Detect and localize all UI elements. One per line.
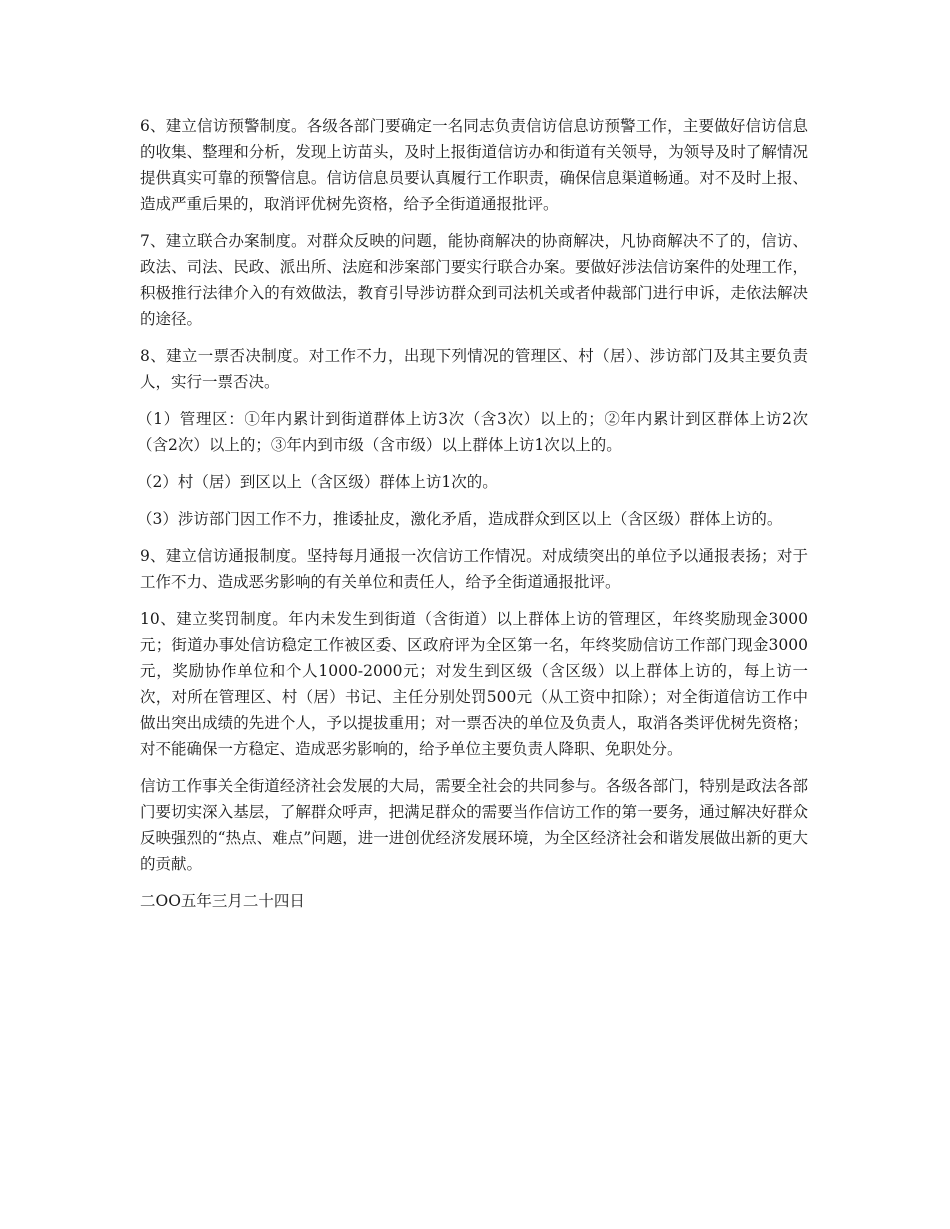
paragraph-rewards-penalties: 10、建立奖罚制度。年内未发生到街道（含街道）以上群体上访的管理区，年终奖励现金3000元；街道办事处信访稳定工作被区委、区政府评为全区第一名，年终奖励信访工作部门现金3000元，奖励协作单位和个人1000-2000元；对发生到区级（含区级）以上群体上访的，每上访一次，对所在管理区、村（居）书记、主任分别处罚500元（从工资中扣除）；对全街道信访工作中做出突出成绩的先进个人，予以提拔重用；对一票否决的单位及负责人，取消各类评优树先资格；对不能确保一方稳定、造成恶劣影响的，给予单位主要负责人降职、免职处分。 xyxy=(140,610,808,758)
paragraph-notification: 9、建立信访通报制度。坚持每月通报一次信访工作情况。对成绩突出的单位予以通报表扬；对于工作不力、造成恶劣影响的有关单位和责任人，给予全街道通报批评。 xyxy=(140,547,808,591)
paragraph-veto-item-3: （3）涉访部门因工作不力，推诿扯皮，激化矛盾，造成群众到区以上（含区级）群体上访的。 xyxy=(137,510,783,528)
paragraph-early-warning: 6、建立信访预警制度。各级各部门要确定一名同志负责信访信息访预警工作，主要做好信访信息的收集、整理和分析，发现上访苗头，及时上报街道信访办和街道有关领导，为领导及时了解情况提供真实可靠的预警信息。信访信息员要认真履行工作职责，确保信息渠道畅通。对不及时上报、造成严重后果的，取消评优树先资格，给予全街道通报批评。 xyxy=(140,117,808,213)
paragraph-conclusion: 信访工作事关全街道经济社会发展的大局，需要全社会的共同参与。各级各部门，特别是政法各部门要切实深入基层，了解群众呼声，把满足群众的需要当作信访工作的第一要务，通过解决好群众反映强烈的“热点、难点”问题，进一进创优经济发展环境，为全区经济社会和谐发展做出新的更大的贡献。 xyxy=(140,777,808,873)
paragraph-veto-item-2: （2）村（居）到区以上（含区级）群体上访1次的。 xyxy=(137,473,498,491)
document-date: 二OO五年三月二十四日 xyxy=(140,892,305,910)
paragraph-veto-item-1: （1）管理区：①年内累计到街道群体上访3次（含3次）以上的；②年内累计到区群体上访2次（含2次）以上的；③年内到市级（含市级）以上群体上访1次以上的。 xyxy=(137,410,808,454)
paragraph-joint-case-handling: 7、建立联合办案制度。对群众反映的问题，能协商解决的协商解决，凡协商解决不了的，信访、政法、司法、民政、派出所、法庭和涉案部门要实行联合办案。要做好涉法信访案件的处理工作，积极推行法律介入的有效做法，教育引导涉访群众到司法机关或者仲裁部门进行申诉，走依法解决的途径。 xyxy=(140,232,808,328)
document-body xyxy=(137,113,808,925)
paragraph-one-vote-veto: 8、建立一票否决制度。对工作不力，出现下列情况的管理区、村（居）、涉访部门及其主要负责人，实行一票否决。 xyxy=(140,347,808,391)
